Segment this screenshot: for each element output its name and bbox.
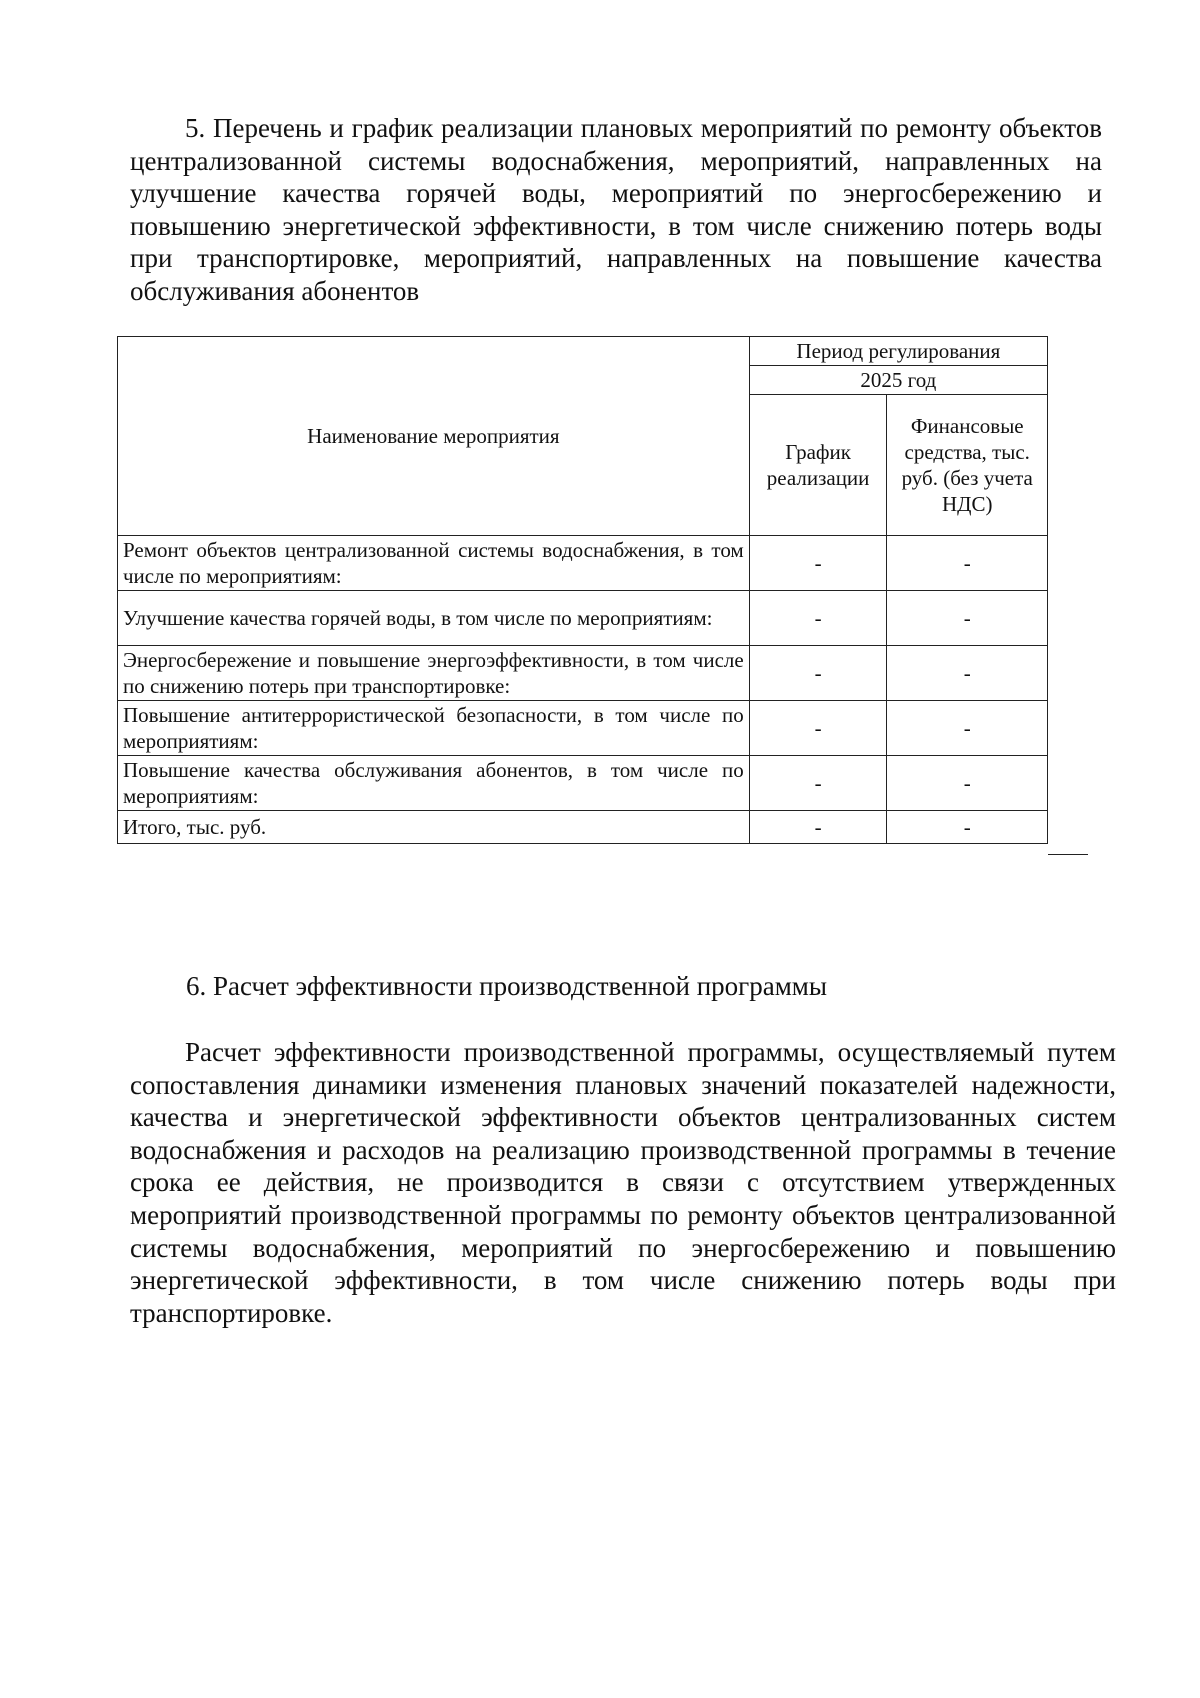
header-regulation-period: Период регулирования [749, 337, 1047, 366]
row-measure-name: Энергосбережение и повышение энергоэффективности, в том числе по снижению потерь при транспортировке: [118, 646, 750, 701]
row-measure-name: Повышение антитеррористической безопасности, в том числе по мероприятиям: [118, 701, 750, 756]
row-schedule-value: - [749, 536, 887, 591]
header-schedule: График реализации [749, 395, 887, 536]
row-schedule-value: - [749, 701, 887, 756]
table-row [118, 701, 1048, 756]
row-finance-value: - [887, 536, 1048, 591]
header-measure-name: Наименование мероприятия [118, 337, 750, 536]
table-total-row [118, 811, 1048, 844]
total-schedule-value: - [749, 811, 887, 844]
row-finance-value: - [887, 701, 1048, 756]
row-measure-name: Повышение качества обслуживания абонентов, в том числе по мероприятиям: [118, 756, 750, 811]
table-header-row-1 [118, 337, 1048, 366]
table-row [118, 646, 1048, 701]
row-finance-value: - [887, 591, 1048, 646]
header-finance: Финансовые средства, тыс. руб. (без учета НДС) [887, 395, 1048, 536]
row-schedule-value: - [749, 756, 887, 811]
total-finance-value: - [887, 811, 1048, 844]
row-measure-name: Ремонт объектов централизованной системы водоснабжения, в том числе по мероприятиям: [118, 536, 750, 591]
header-year: 2025 год [749, 366, 1047, 395]
row-finance-value: - [887, 646, 1048, 701]
row-schedule-value: - [749, 591, 887, 646]
total-label: Итого, тыс. руб. [118, 811, 750, 844]
row-measure-name: Улучшение качества горячей воды, в том числе по мероприятиям: [118, 591, 750, 646]
table-row [118, 756, 1048, 811]
section-6-body: Расчет эффективности производственной программы, осуществляемый путем сопоставления динамики изменения плановых значений показателей надежности, качества и энергетической эффективности объектов централизованных систем водоснабжения и расходов на реализацию производственной программы в течение срока ее действия, не производится в связи с отсутствием утвержденных мероприятий производственной программы по ремонту объектов централизованной системы водоснабжения, мероприятий по энергосбережению и повышению энергетической эффективности, в том числе снижению потерь воды при транспортировке. [130, 1037, 1116, 1328]
section-5-heading: 5. Перечень и график реализации плановых мероприятий по ремонту объектов централизованной системы водоснабжения, мероприятий, направленных на улучшение качества горячей воды, мероприятий по энергосбережению и повышению энергетической эффективности, в том числе снижению потерь воды при транспортировке, мероприятий, направленных на повышение качества обслуживания абонентов [130, 113, 1102, 306]
section-6-heading: 6. Расчет эффективности производственной программы [186, 971, 828, 1001]
table-row [118, 591, 1048, 646]
table-border-stub [1048, 854, 1088, 855]
row-finance-value: - [887, 756, 1048, 811]
measures-table [117, 336, 1048, 844]
row-schedule-value: - [749, 646, 887, 701]
table-row [118, 536, 1048, 591]
